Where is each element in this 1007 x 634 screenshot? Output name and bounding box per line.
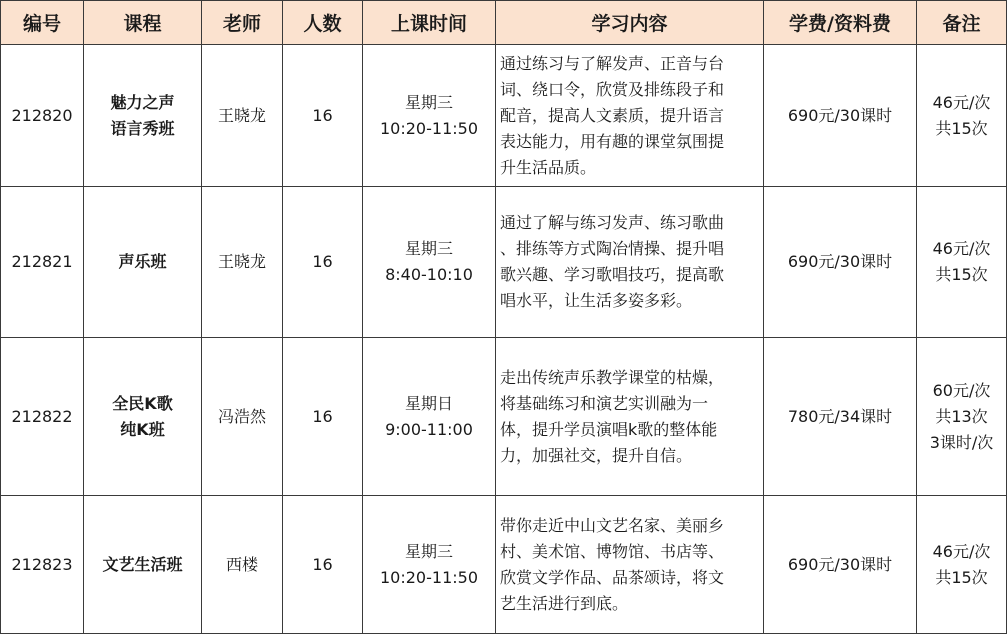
cell-course [84,187,202,338]
time-range: 10:20-11:50 [380,567,478,587]
cell-id: 212823 [1,496,84,634]
content-line: 表达能力，用有趣的课堂氛围提 [500,131,725,151]
course-line: 声乐班 [118,252,167,271]
content-line: 词、绕口令，欣赏及排练段子和 [500,79,725,99]
cell-id: 212820 [1,45,84,187]
cell-teacher: 冯浩然 [202,338,283,496]
content-line: 体，提升学员演唱k歌的整体能 [500,419,718,439]
time-range: 8:40-10:10 [385,265,473,284]
header-id: 编号 [1,1,84,45]
header-teacher: 老师 [202,1,283,45]
cell-note [917,496,1007,634]
header-content: 学习内容 [496,1,764,45]
cell-course [84,338,202,496]
content-line: 唱水平，让生活多姿多彩。 [500,291,693,310]
header-time: 上课时间 [363,1,496,45]
note-line: 共15次 [935,567,988,587]
time-day: 星期日 [404,393,453,413]
time-day: 星期三 [404,92,453,112]
cell-fee: 690元/30课时 [764,45,917,187]
cell-id: 212822 [1,338,84,496]
cell-fee: 780元/34课时 [764,338,917,496]
cell-teacher: 王晓龙 [202,45,283,187]
time-day: 星期三 [404,541,453,561]
content-line: 力，加强社交，提升自信。 [500,445,693,465]
content-line: 欣赏文学作品、品茶颂诗，将文 [500,567,725,587]
header-row [1,1,1007,45]
cell-content [496,45,764,187]
cell-teacher: 王晓龙 [202,187,283,338]
cell-note [917,338,1007,496]
cell-time [363,187,496,338]
cell-note [917,45,1007,187]
course-line: 全民K歌 [112,393,173,413]
cell-course [84,496,202,634]
header-count: 人数 [283,1,363,45]
table-row [1,187,1007,338]
header-fee: 学费/资料费 [764,1,917,45]
content-line: 通过了解与练习发声、练习歌曲 [500,213,725,232]
header-note: 备注 [917,1,1007,45]
note-line: 46元/次 [932,92,991,112]
cell-time [363,338,496,496]
content-line: 走出传统声乐教学课堂的枯燥， [500,367,725,387]
cell-course [84,45,202,187]
cell-time [363,496,496,634]
cell-teacher: 西楼 [202,496,283,634]
table-row [1,496,1007,634]
table-row [1,45,1007,187]
cell-content [496,187,764,338]
note-line: 46元/次 [932,239,991,258]
note-line: 46元/次 [932,541,991,561]
course-line: 文艺生活班 [102,554,183,574]
cell-fee: 690元/30课时 [764,187,917,338]
note-line: 共13次 [935,406,988,426]
content-line: 将基础练习和演艺实训融为一 [500,393,709,413]
cell-count: 16 [283,45,363,187]
course-line: 魅力之声 [110,92,175,112]
cell-time [363,45,496,187]
content-line: 带你走近中山文艺名家、美丽乡 [500,515,725,535]
course-line: 语言秀班 [110,118,175,138]
course-line: 纯K班 [120,419,165,439]
cell-count: 16 [283,496,363,634]
time-range: 10:20-11:50 [380,118,478,138]
cell-id: 212821 [1,187,84,338]
header-course: 课程 [84,1,202,45]
cell-content [496,496,764,634]
content-line: 配音，提高人文素质，提升语言 [500,105,725,125]
cell-fee: 690元/30课时 [764,496,917,634]
content-line: 通过练习与了解发声、正音与台 [500,53,725,73]
note-line: 60元/次 [932,380,991,400]
content-line: 歌兴趣、学习歌唱技巧，提高歌 [500,265,725,284]
content-line: 村、美术馆、博物馆、书店等、 [500,541,725,561]
table-row [1,338,1007,496]
cell-count: 16 [283,187,363,338]
note-line: 共15次 [935,265,988,284]
note-line: 共15次 [935,118,988,138]
content-line: 、排练等方式陶冶情操、提升唱 [500,239,725,258]
content-line: 艺生活进行到底。 [500,593,629,613]
cell-count: 16 [283,338,363,496]
time-day: 星期三 [404,239,453,258]
time-range: 9:00-11:00 [385,419,473,439]
cell-note [917,187,1007,338]
note-line: 3课时/次 [929,432,994,452]
cell-content [496,338,764,496]
content-line: 升生活品质。 [500,157,597,177]
